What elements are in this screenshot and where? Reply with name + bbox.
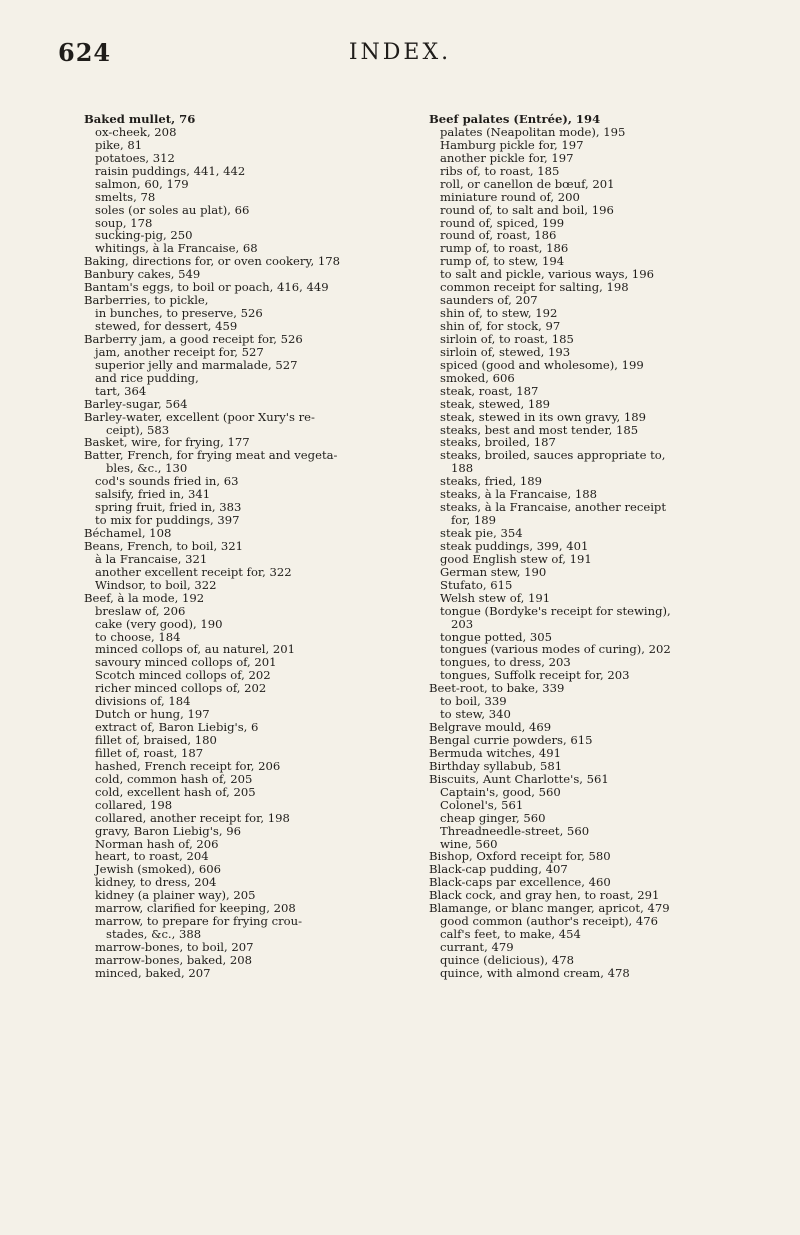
index-subentry: tongues, to dress, 203 xyxy=(440,655,571,670)
index-subentry: cold, excellent hash of, 205 xyxy=(95,784,256,799)
index-subentry: tongues (various modes of curing), 202 xyxy=(440,642,671,657)
index-subentry: another excellent receipt for, 322 xyxy=(95,564,292,579)
index-subentry: minced, baked, 207 xyxy=(95,965,211,980)
index-continuation: stades, &c., 388 xyxy=(106,927,202,942)
index-subentry: salsify, fried in, 341 xyxy=(95,487,211,502)
index-subentry: soup, 178 xyxy=(95,215,153,230)
index-subentry: heart, to roast, 204 xyxy=(95,849,209,864)
index-subentry: Welsh stew of, 191 xyxy=(440,590,551,605)
index-entry: Bishop, Oxford receipt for, 580 xyxy=(429,849,611,864)
index-entry: Black-cap pudding, 407 xyxy=(429,862,568,877)
index-subentry: cod's sounds fried in, 63 xyxy=(95,474,239,489)
index-subentry: steaks, best and most tender, 185 xyxy=(440,422,639,437)
index-subentry: richer minced collops of, 202 xyxy=(95,681,267,696)
index-subentry: and rice pudding, xyxy=(95,370,199,385)
page-number: 624 xyxy=(58,38,112,67)
index-column-left xyxy=(84,113,418,980)
index-subentry: pike, 81 xyxy=(95,137,143,152)
index-subentry: collared, 198 xyxy=(95,797,173,812)
index-subentry: calf's feet, to make, 454 xyxy=(440,927,581,942)
index-subentry: steak puddings, 399, 401 xyxy=(440,538,589,553)
index-subentry: cheap ginger, 560 xyxy=(440,810,546,825)
index-subentry: collared, another receipt for, 198 xyxy=(95,810,290,825)
index-entry: Barley-water, excellent (poor Xury's re- xyxy=(84,409,315,424)
index-entry: Bantam's eggs, to boil or poach, 416, 449 xyxy=(84,280,329,295)
index-subentry: round of, spiced, 199 xyxy=(440,215,565,230)
index-subentry: marrow, clarified for keeping, 208 xyxy=(95,901,296,916)
index-entry: Bengal currie powders, 615 xyxy=(429,733,593,747)
index-subentry: spring fruit, fried in, 383 xyxy=(95,500,242,515)
index-subentry: à la Francaise, 321 xyxy=(95,551,208,566)
index-subentry: divisions of, 184 xyxy=(95,694,191,709)
index-subentry: to mix for puddings, 397 xyxy=(95,513,240,528)
index-subentry: smelts, 78 xyxy=(95,189,156,204)
index-entry: Belgrave mould, 469 xyxy=(429,720,552,735)
index-subentry: in bunches, to preserve, 526 xyxy=(95,306,263,321)
index-subentry: round of, roast, 186 xyxy=(440,228,557,243)
index-subentry: hashed, French receipt for, 206 xyxy=(95,758,281,773)
index-continuation: 188 xyxy=(451,461,474,476)
index-entry: Beef palates (Entrée), 194 xyxy=(429,112,601,126)
index-subentry: salmon, 60, 179 xyxy=(95,176,189,191)
index-subentry: steaks, broiled, 187 xyxy=(440,435,556,450)
index-subentry: to stew, 340 xyxy=(440,707,511,722)
index-subentry: marrow, to prepare for frying crou- xyxy=(95,914,303,929)
index-entry: Barberries, to pickle, xyxy=(84,293,209,308)
index-subentry: sirloin of, to roast, 185 xyxy=(440,331,574,346)
index-subentry: ribs of, to roast, 185 xyxy=(440,163,560,178)
index-subentry: good English stew of, 191 xyxy=(440,551,592,566)
index-subentry: marrow-bones, baked, 208 xyxy=(95,952,253,967)
index-subentry: sirloin of, stewed, 193 xyxy=(440,344,571,359)
index-subentry: to boil, 339 xyxy=(440,694,507,709)
index-subentry: German stew, 190 xyxy=(440,564,547,579)
index-subentry: to salt and pickle, various ways, 196 xyxy=(440,267,654,282)
index-subentry: quince, with almond cream, 478 xyxy=(440,965,630,980)
index-entry: Bermuda witches, 491 xyxy=(429,745,561,760)
index-subentry: miniature round of, 200 xyxy=(440,189,580,204)
index-entry: Blamange, or blanc manger, apricot, 479 xyxy=(429,901,670,916)
index-subentry: spiced (good and wholesome), 199 xyxy=(440,357,644,372)
index-subentry: palates (Neapolitan mode), 195 xyxy=(440,124,626,139)
index-subentry: marrow-bones, to boil, 207 xyxy=(95,940,254,954)
index-subentry: Stufato, 615 xyxy=(440,577,513,592)
index-entry: Beef, à la mode, 192 xyxy=(84,590,205,605)
index-subentry: tart, 364 xyxy=(95,383,147,398)
index-subentry: Hamburg pickle for, 197 xyxy=(440,137,584,152)
index-subentry: kidney (a plainer way), 205 xyxy=(95,888,256,903)
index-entry: Beet-root, to bake, 339 xyxy=(429,681,565,696)
index-subentry: Dutch or hung, 197 xyxy=(95,707,210,722)
index-subentry: stewed, for dessert, 459 xyxy=(95,319,238,333)
index-subentry: shin of, to stew, 192 xyxy=(440,306,558,321)
index-subentry: steak pie, 354 xyxy=(440,526,523,540)
index-subentry: Norman hash of, 206 xyxy=(95,836,219,851)
index-subentry: quince (delicious), 478 xyxy=(440,952,574,967)
index-subentry: common receipt for salting, 198 xyxy=(440,280,629,295)
index-subentry: Captain's, good, 560 xyxy=(440,784,561,799)
index-subentry: whitings, à la Francaise, 68 xyxy=(95,241,258,256)
index-subentry: good common (author's receipt), 476 xyxy=(440,914,659,929)
index-subentry: rump of, to roast, 186 xyxy=(440,241,569,256)
index-subentry: round of, to salt and boil, 196 xyxy=(440,202,614,217)
index-entry: Baked mullet, 76 xyxy=(84,112,196,126)
index-entry: Baking, directions for, or oven cookery, 178 xyxy=(84,254,340,269)
index-subentry: rump of, to stew, 194 xyxy=(440,254,565,269)
index-entry: Barley-sugar, 564 xyxy=(84,396,188,411)
index-subentry: cold, common hash of, 205 xyxy=(95,771,253,786)
index-entry: Béchamel, 108 xyxy=(84,526,172,540)
index-subentry: jam, another receipt for, 527 xyxy=(95,344,264,359)
index-subentry: steak, stewed, 189 xyxy=(440,396,550,411)
index-subentry: to choose, 184 xyxy=(95,629,181,644)
index-entry: Black cock, and gray hen, to roast, 291 xyxy=(429,888,660,903)
running-head: INDEX. xyxy=(348,40,452,65)
index-entry: Basket, wire, for frying, 177 xyxy=(84,435,250,450)
index-subentry: cake (very good), 190 xyxy=(95,616,223,631)
index-subentry: fillet of, braised, 180 xyxy=(95,733,217,747)
index-subentry: another pickle for, 197 xyxy=(440,150,574,165)
index-subentry: tongues, Suffolk receipt for, 203 xyxy=(440,668,630,683)
index-subentry: steak, stewed in its own gravy, 189 xyxy=(440,409,646,424)
index-subentry: steak, roast, 187 xyxy=(440,383,539,398)
index-continuation: 203 xyxy=(451,616,474,631)
index-subentry: steaks, fried, 189 xyxy=(440,474,543,489)
index-entry: Black-caps par excellence, 460 xyxy=(429,875,611,890)
index-subentry: savoury minced collops of, 201 xyxy=(95,655,277,670)
index-subentry: soles (or soles au plat), 66 xyxy=(95,202,250,217)
index-entry: Birthday syllabub, 581 xyxy=(429,758,563,773)
index-subentry: potatoes, 312 xyxy=(95,150,175,165)
index-subentry: fillet of, roast, 187 xyxy=(95,745,204,760)
index-subentry: gravy, Baron Liebig's, 96 xyxy=(95,823,241,838)
index-subentry: Windsor, to boil, 322 xyxy=(95,577,217,592)
index-subentry: ox-cheek, 208 xyxy=(95,124,177,139)
index-continuation: ceipt), 583 xyxy=(106,422,170,437)
index-subentry: minced collops of, au naturel, 201 xyxy=(95,642,295,657)
index-subentry: Threadneedle-street, 560 xyxy=(440,823,590,838)
index-subentry: wine, 560 xyxy=(440,836,498,851)
index-entry: Barberry jam, a good receipt for, 526 xyxy=(84,331,303,346)
index-subentry: breslaw of, 206 xyxy=(95,603,186,618)
index-subentry: kidney, to dress, 204 xyxy=(95,875,217,890)
index-subentry: steaks, à la Francaise, 188 xyxy=(440,487,598,502)
index-subentry: Colonel's, 561 xyxy=(440,797,524,812)
index-entry: Beans, French, to boil, 321 xyxy=(84,538,243,553)
index-column-right xyxy=(429,113,763,980)
index-subentry: superior jelly and marmalade, 527 xyxy=(95,357,298,372)
index-entry: Batter, French, for frying meat and vegeta- xyxy=(84,448,338,463)
index-subentry: roll, or canellon de bœuf, 201 xyxy=(440,176,615,191)
index-subentry: extract of, Baron Liebig's, 6 xyxy=(95,720,259,735)
index-subentry: smoked, 606 xyxy=(440,370,515,385)
index-subentry: Scotch minced collops of, 202 xyxy=(95,668,271,683)
index-subentry: tongue potted, 305 xyxy=(440,629,553,644)
index-subentry: sucking-pig, 250 xyxy=(95,228,193,243)
index-entry: Biscuits, Aunt Charlotte's, 561 xyxy=(429,771,609,786)
index-subentry: saunders of, 207 xyxy=(440,293,538,308)
index-subentry: currant, 479 xyxy=(440,940,514,954)
index-subentry: steaks, broiled, sauces appropriate to, xyxy=(440,448,666,463)
index-subentry: raisin puddings, 441, 442 xyxy=(95,163,246,178)
index-subentry: shin of, for stock, 97 xyxy=(440,319,561,333)
index-subentry: Jewish (smoked), 606 xyxy=(95,862,222,877)
index-continuation: bles, &c., 130 xyxy=(106,461,188,476)
index-subentry: tongue (Bordyke's receipt for stewing), xyxy=(440,603,671,618)
index-continuation: for, 189 xyxy=(451,513,497,528)
index-subentry: steaks, à la Francaise, another receipt xyxy=(440,500,667,515)
index-entry: Banbury cakes, 549 xyxy=(84,267,201,282)
